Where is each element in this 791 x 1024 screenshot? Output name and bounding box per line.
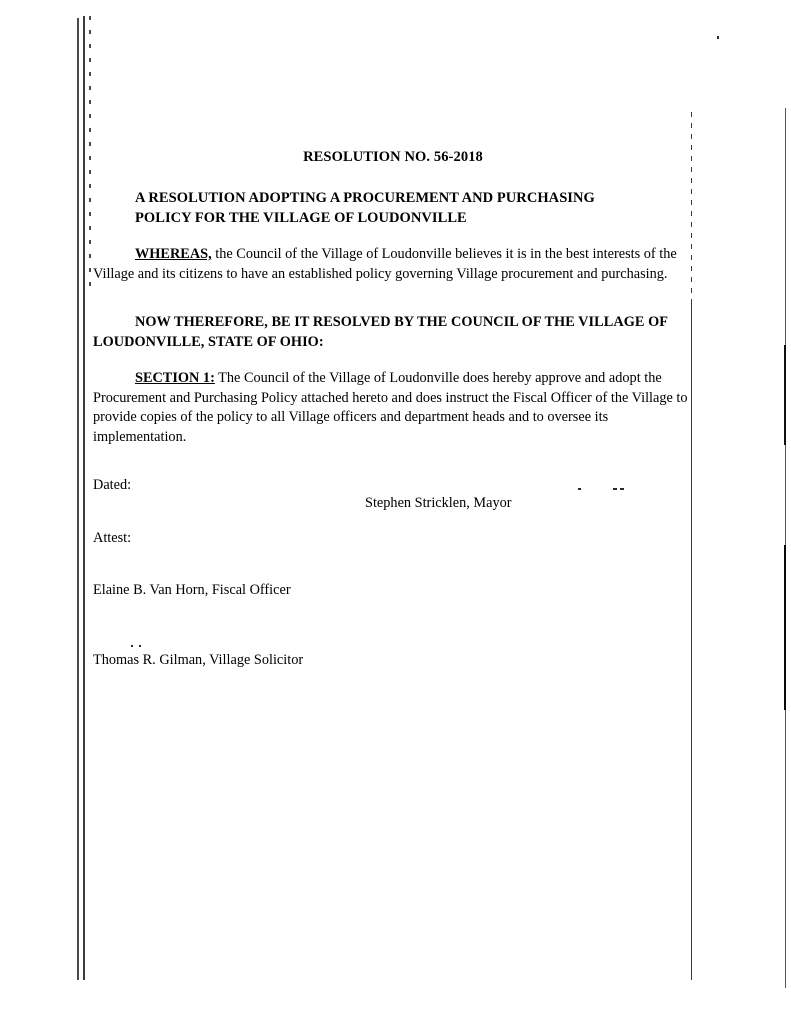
whereas-body-text: the Council of the Village of Loudonville believes it is in the best interests of the Village and its citizens to have an established policy governing Village procurement and purchasing. — [93, 246, 677, 282]
whereas-lead-in: WHEREAS, — [135, 246, 212, 262]
section-1-body-text: The Council of the Village of Loudonville does hereby approve and adopt the Procurement and Purchasing Policy attached hereto and does instruct the Fiscal Officer of the Village to provide copies of the policy to all Village officers and department heads and to oversee its implementation. — [93, 370, 688, 445]
attest-label: Attest: — [93, 530, 132, 546]
now-therefore-text: NOW THEREFORE, BE IT RESOLVED BY THE COUNCIL OF THE VILLAGE OF LOUDONVILLE, STATE OF OHIO: — [93, 314, 668, 350]
whereas-paragraph — [93, 245, 693, 284]
resolution-subtitle — [135, 188, 655, 228]
section-1-lead-in: SECTION 1: — [135, 370, 215, 386]
section-1-paragraph — [93, 369, 693, 447]
resolution-subtitle-line-1: A RESOLUTION ADOPTING A PROCUREMENT AND PURCHASING — [135, 190, 595, 206]
scan-speck-top-right — [717, 36, 719, 39]
scan-artifact-left-dashed-line — [89, 16, 91, 291]
scan-artifact-left-outer-line — [77, 18, 79, 980]
scan-artifact-far-right-dark-segment-1 — [784, 345, 786, 445]
signature-fiscal-officer: Elaine B. Van Horn, Fiscal Officer — [93, 582, 291, 598]
scan-artifact-left-inner-line — [83, 16, 85, 980]
signature-mayor: Stephen Stricklen, Mayor — [365, 495, 512, 511]
resolution-number-title: RESOLUTION NO. 56-2018 — [303, 149, 483, 165]
document-content — [93, 0, 693, 1024]
now-therefore-paragraph — [93, 313, 698, 352]
signature-village-solicitor: Thomas R. Gilman, Village Solicitor — [93, 652, 304, 668]
scan-artifact-far-right-dark-segment-2 — [784, 545, 786, 710]
resolution-subtitle-line-2: POLICY FOR THE VILLAGE OF LOUDONVILLE — [135, 210, 467, 226]
dated-label: Dated: — [93, 477, 132, 493]
